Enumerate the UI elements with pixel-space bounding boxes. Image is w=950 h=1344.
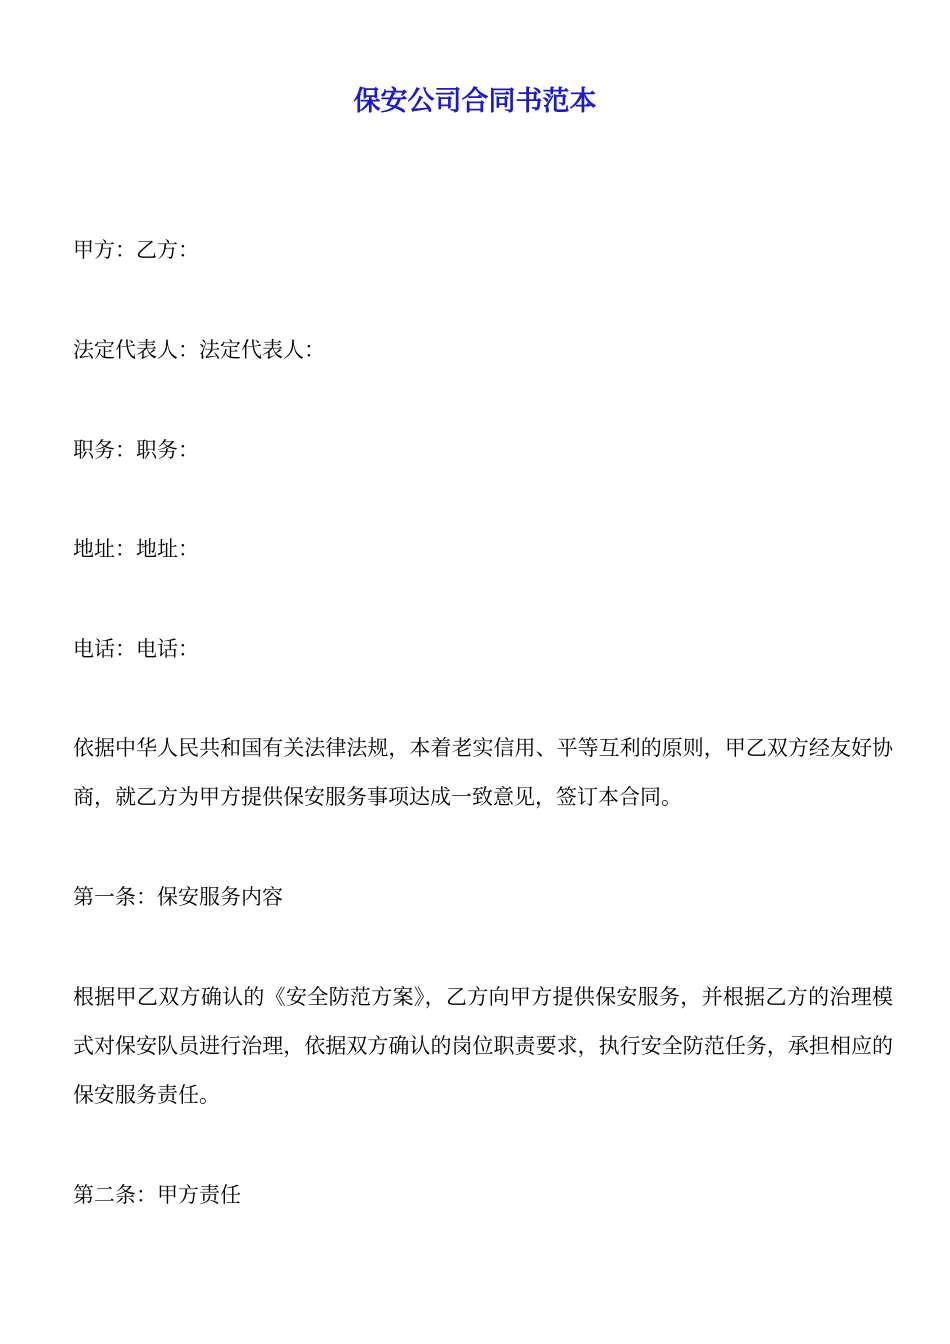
legal-representative-line: 法定代表人：法定代表人： — [73, 338, 325, 362]
article-2-heading: 第二条：甲方责任 — [73, 1183, 241, 1207]
parties-line: 甲方：乙方： — [73, 238, 199, 262]
position-line: 职务：职务： — [73, 438, 199, 462]
article-1-body: 根据甲乙双方确认的《安全防范方案》，乙方向甲方提供保安服务，并根据乙方的治理模式对保安队员进行治理，依据双方确认的岗位职责要求，执行安全防范任务，承担相应的保安服务责任。 — [73, 985, 893, 1107]
phone-line: 电话：电话： — [73, 637, 199, 661]
preamble-paragraph: 依据中华人民共和国有关法律法规，本着老实信用、平等互利的原则，甲乙双方经友好协商，就乙方为甲方提供保安服务事项达成一致意见，签订本合同。 — [73, 736, 893, 809]
article-1-heading: 第一条：保安服务内容 — [73, 885, 283, 909]
address-line: 地址：地址： — [73, 537, 199, 561]
document-title: 保安公司合同书范本 — [353, 86, 597, 117]
